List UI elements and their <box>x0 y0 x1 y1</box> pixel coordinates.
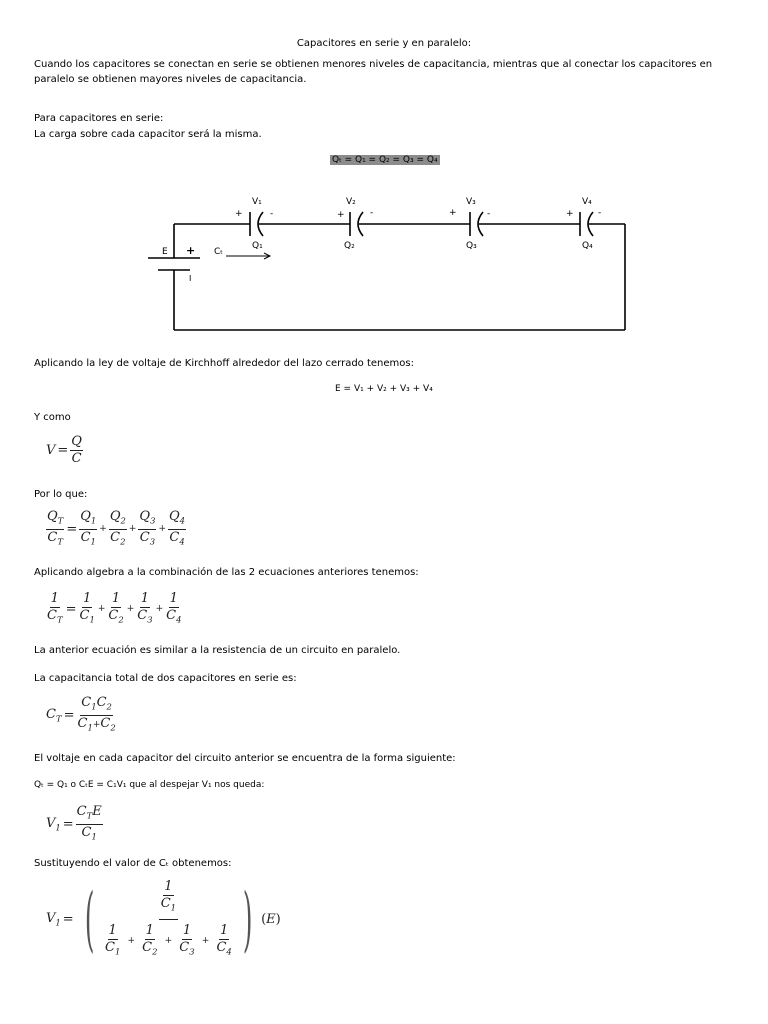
por-lo-que-text: Por lo que: <box>34 489 88 500</box>
total-dos-text: La capacitancia total de dos capacitores en serie es: <box>34 673 297 684</box>
label-v1: V₁ <box>252 197 262 207</box>
voltaje-cada-text: El voltaje en cada capacitor del circuito anterior se encuentra de la forma siguiente: <box>34 753 456 764</box>
formula-charge-ratio: $\frac{Q_T}{C_T}$ = $\frac{Q_1}{C_1}$ + $\frac{Q_2}{C_2}$ + $\frac{Q_3}{C_3}$ + $\frac{Q_4}{C_4}$ <box>47 509 186 547</box>
algebra-text: Aplicando algebra a la combinación de las 2 ecuaciones anteriores tenemos: <box>34 567 419 578</box>
battery-label: E <box>162 247 168 257</box>
sustituyendo-text: Sustituyendo el valor de Cₜ obtenemos: <box>34 858 232 869</box>
formula-v-equals-q-over-c: V = $\frac{Q}{C}$ <box>46 434 82 466</box>
minus-3: - <box>487 209 491 219</box>
battery-plus: + <box>186 244 196 257</box>
plus-3: + <box>449 208 457 218</box>
label-q3: Q₃ <box>466 241 477 251</box>
battery-minus: I <box>189 274 192 283</box>
minus-1: - <box>270 209 274 219</box>
kirchhoff-equation: E = V₁ + V₂ + V₃ + V₄ <box>335 384 433 394</box>
series-circuit-diagram <box>0 190 768 340</box>
label-q2: Q₂ <box>344 241 355 251</box>
formula-v1-substituted: $V_1$ = ( $\frac{1}{C_1}$ $\frac{1}{C_1}$ + $\frac{1}{C_2}$ + $\frac{1}{C_3}$ + $\frac{1}{C_4}$ ) ( E ) <box>46 878 281 960</box>
minus-2: - <box>370 208 374 218</box>
y-como-text: Y como <box>34 412 71 423</box>
plus-4: + <box>566 209 574 219</box>
serie-line: La carga sobre cada capacitor será la misma. <box>34 129 262 140</box>
label-v2: V₂ <box>346 197 356 207</box>
label-v3: V₃ <box>466 197 476 207</box>
similar-text: La anterior ecuación es similar a la resistencia de un circuito en paralelo. <box>34 645 401 656</box>
minus-4: - <box>598 208 602 218</box>
label-q4: Q₄ <box>582 241 593 251</box>
formula-v1: $V_1$ = $\frac{C_TE}{C_1}$ <box>46 804 102 842</box>
label-v4: V₄ <box>582 197 592 207</box>
charge-equation: Qₜ = Q₁ = Q₂ = Q₃ = Q₄ <box>332 155 438 165</box>
serie-heading: Para capacitores en serie: <box>34 113 164 124</box>
formula-two-capacitors: $C_T$ = $\frac{C_1C_2}{C_1+C_2}$ <box>46 695 116 733</box>
page-title: Capacitores en serie y en paralelo: <box>296 38 472 49</box>
current-label: Cₜ <box>214 247 223 257</box>
plus-2: + <box>337 210 345 220</box>
despejar-text: Qₜ = Q₁ o CₜE = C₁V₁ que al despejar V₁ nos queda: <box>34 780 265 790</box>
intro-paragraph: Cuando los capacitores se conectan en serie se obtienen menores niveles de capacitancia, mientras que al conectar los capacitores en paralelo se obtienen mayores niveles de capacitancia. <box>34 59 713 85</box>
label-q1: Q₁ <box>252 241 263 251</box>
formula-reciprocal-sum: $\frac{1}{C_T}$ = $\frac{1}{C_1}$ + $\frac{1}{C_2}$ + $\frac{1}{C_3}$ + $\frac{1}{C_4}$ <box>47 591 182 625</box>
plus-1: + <box>235 209 243 219</box>
kirchhoff-text: Aplicando la ley de voltaje de Kirchhoff alrededor del lazo cerrado tenemos: <box>34 358 414 369</box>
